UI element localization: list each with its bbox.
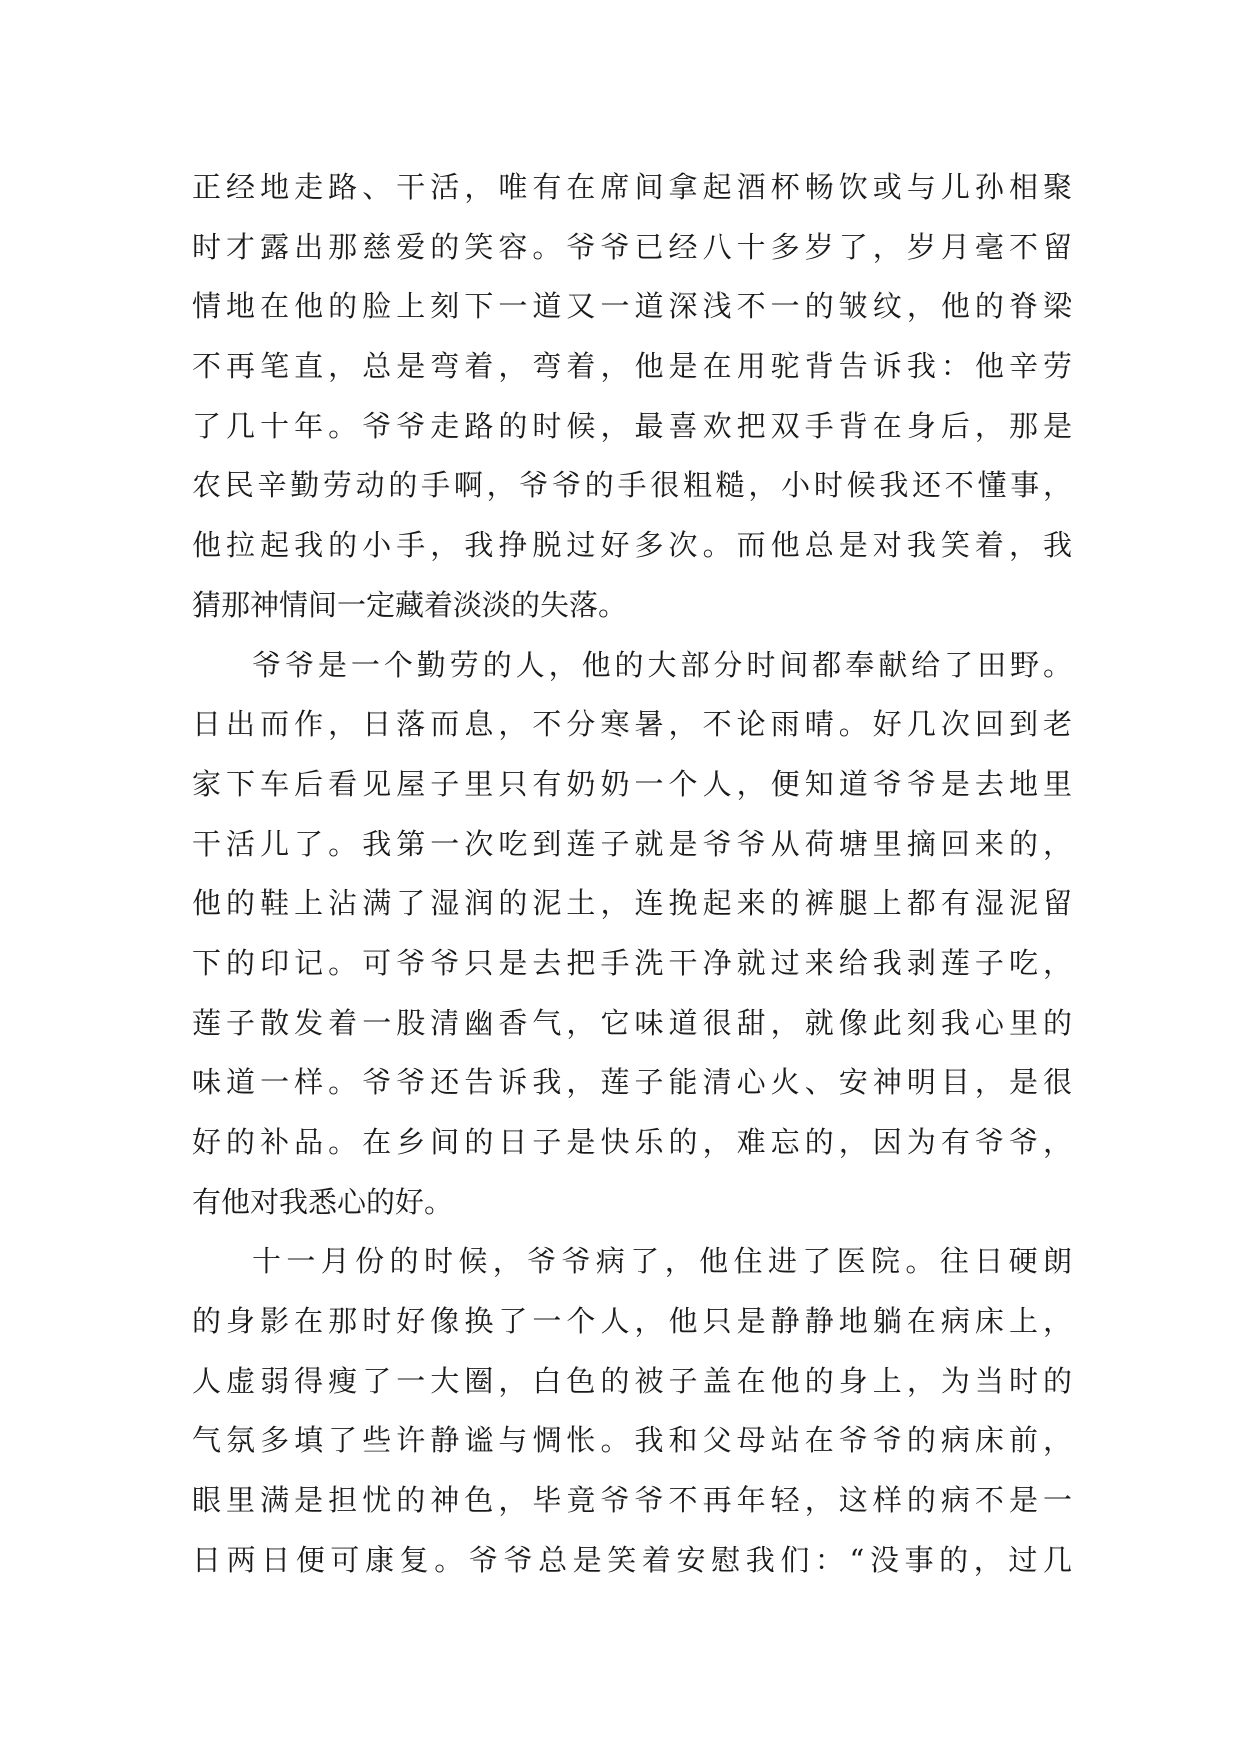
text-line: 正经地走路、干活，唯有在席间拿起酒杯畅饮或与儿孙相聚: [192, 170, 1072, 204]
text-line: 有他对我悉心的好。: [192, 1184, 454, 1219]
text-line: 的身影在那时好像换了一个人，他只是静静地躺在病床上，: [192, 1304, 1072, 1339]
text-line: 莲子散发着一股清幽香气，它味道很甜，就像此刻我心里的: [192, 1005, 1072, 1040]
text-line: 不再笔直，总是弯着，弯着，他是在用驼背告诉我：他辛劳: [192, 349, 1072, 384]
text-line: 他的鞋上沾满了湿润的泥土，连挽起来的裤腿上都有湿泥留: [192, 886, 1072, 921]
body-text: [192, 158, 1072, 1591]
text-line: 了几十年。爷爷走路的时候，最喜欢把双手背在身后，那是: [192, 408, 1072, 443]
text-line: 日出而作，日落而息，不分寒暑，不论雨晴。好几次回到老: [192, 707, 1072, 742]
text-line: 眼里满是担忧的神色，毕竟爷爷不再年轻，这样的病不是一: [192, 1483, 1072, 1518]
text-line: 他拉起我的小手，我挣脱过好多次。而他总是对我笑着，我: [192, 528, 1072, 563]
text-line: 农民辛勤劳动的手啊，爷爷的手很粗糙，小时候我还不懂事，: [192, 468, 1072, 503]
text-line: 好的补品。在乡间的日子是快乐的，难忘的，因为有爷爷，: [192, 1125, 1072, 1159]
text-line: 时才露出那慈爱的笑容。爷爷已经八十多岁了，岁月毫不留: [192, 229, 1072, 264]
text-line: 家下车后看见屋子里只有奶奶一个人，便知道爷爷是去地里: [192, 766, 1072, 801]
text-line: 气氛多填了些许静谧与惆怅。我和父母站在爷爷的病床前，: [192, 1423, 1072, 1458]
text-line: 人虚弱得瘦了一大圈，白色的被子盖在他的身上，为当时的: [192, 1363, 1072, 1398]
text-line: 猜那神情间一定藏着淡淡的失落。: [192, 587, 628, 622]
text-line: 干活儿了。我第一次吃到莲子就是爷爷从荷塘里摘回来的，: [192, 826, 1072, 861]
paragraph-first-line: 十一月份的时候，爷爷病了，他住进了医院。往日硬朗: [252, 1244, 1072, 1279]
text-line: 下的印记。可爷爷只是去把手洗干净就过来给我剥莲子吃，: [192, 945, 1072, 980]
text-line: 味道一样。爷爷还告诉我，莲子能清心火、安神明目，是很: [192, 1065, 1072, 1100]
paragraph-first-line: 爷爷是一个勤劳的人，他的大部分时间都奉献给了田野。: [252, 647, 1072, 682]
text-line: 日两日便可康复。爷爷总是笑着安慰我们：“没事的，过几: [192, 1542, 1072, 1577]
text-line: 情地在他的脸上刻下一道又一道深浅不一的皱纹，他的脊梁: [192, 289, 1072, 324]
